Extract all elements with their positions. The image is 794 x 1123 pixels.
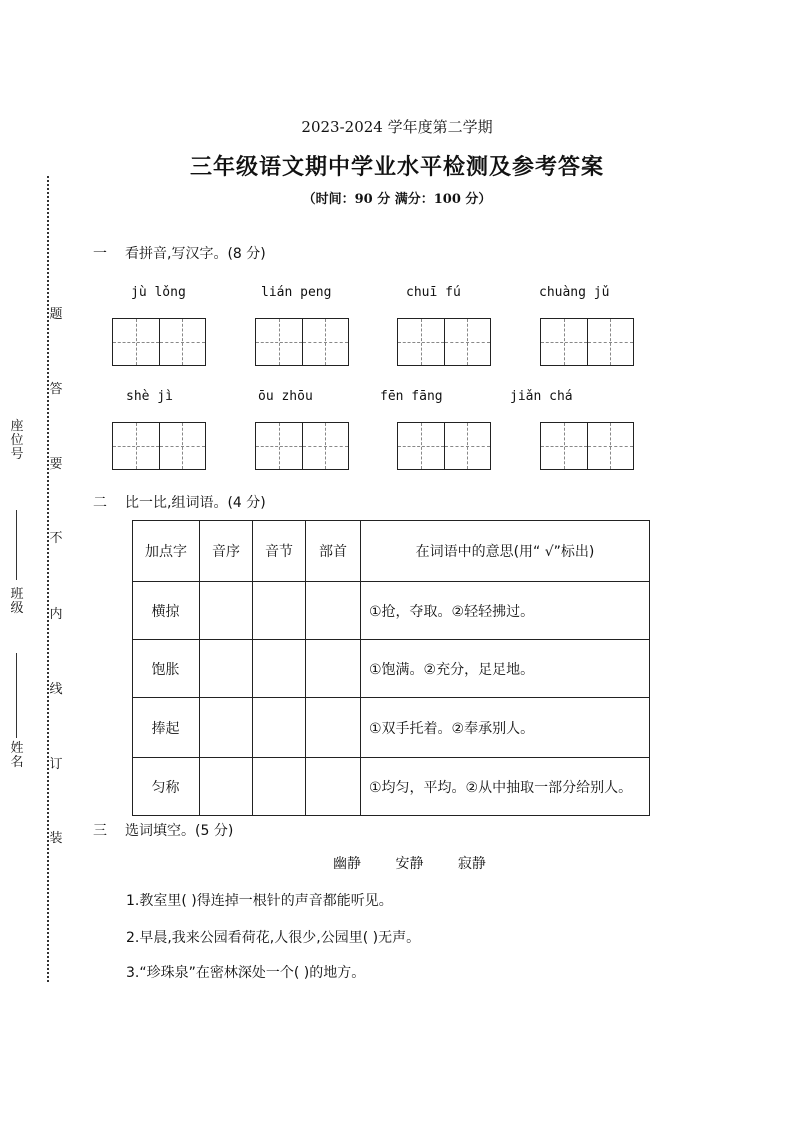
choice-anjing: 安静: [395, 856, 424, 872]
choice-jijing: 寂静: [457, 856, 486, 872]
initial-cell[interactable]: [200, 698, 253, 758]
table-header-row: [133, 521, 650, 582]
seat-underline: [16, 510, 17, 580]
pinyin-1: jù lǒng: [131, 285, 186, 300]
radical-cell[interactable]: [306, 698, 361, 758]
section1-title: 看拼音,写汉字。(8 分): [125, 246, 266, 262]
row-word: 横掠: [133, 582, 200, 640]
section3-number: 三: [93, 823, 107, 839]
binding-word-nei: 内: [49, 607, 63, 622]
binding-dotted-line: [47, 176, 49, 982]
row-word: 捧起: [133, 698, 200, 758]
pinyin-6: ōu zhōu: [258, 389, 313, 404]
row-meaning: ①均匀，平均。②从中抽取一部分给别人。: [361, 758, 650, 816]
class-underline: [16, 653, 17, 738]
writing-grid-3[interactable]: [397, 318, 491, 366]
exam-time-info: （时间：90 分 满分：100 分）: [302, 192, 492, 207]
name-label: 姓名: [10, 741, 24, 770]
header-initial: 音序: [200, 521, 253, 582]
section3-title: 选词填空。(5 分): [125, 823, 234, 839]
writing-grid-6[interactable]: [255, 422, 349, 470]
table-row: [133, 582, 650, 640]
pinyin-4: chuàng jǔ: [539, 285, 610, 300]
header-syllable: 音节: [253, 521, 306, 582]
exam-title: 三年级语文期中学业水平检测及参考答案: [189, 154, 604, 180]
exam-subtitle: 2023-2024 学年度第二学期: [301, 118, 493, 136]
radical-cell[interactable]: [306, 582, 361, 640]
fill-question-2: 2.早晨,我来公园看荷花,人很少,公园里( )无声。: [126, 930, 421, 946]
row-meaning: ①双手托着。②奉承别人。: [361, 698, 650, 758]
initial-cell[interactable]: [200, 640, 253, 698]
binding-word-xian: 线: [49, 682, 63, 697]
section1-heading: [93, 243, 266, 263]
binding-word-yao: 要: [49, 457, 63, 472]
row-meaning: ①抢，夺取。②轻轻拂过。: [361, 582, 650, 640]
pinyin-8: jiǎn chá: [510, 389, 573, 404]
syllable-cell[interactable]: [253, 758, 306, 816]
binding-word-zhuang: 装: [49, 831, 63, 846]
fill-question-1: 1.教室里( )得连掉一根针的声音都能听见。: [126, 893, 393, 909]
header-radical: 部首: [306, 521, 361, 582]
initial-cell[interactable]: [200, 758, 253, 816]
writing-grid-7[interactable]: [397, 422, 491, 470]
writing-grid-4[interactable]: [540, 318, 634, 366]
pinyin-5: shè jì: [126, 389, 173, 404]
binding-word-ding: 订: [49, 757, 63, 772]
seat-number-label: 座位号: [10, 419, 24, 462]
writing-grid-1[interactable]: [112, 318, 206, 366]
radical-cell[interactable]: [306, 640, 361, 698]
row-meaning: ①饱满。②充分，足足地。: [361, 640, 650, 698]
pinyin-7: fēn fāng: [380, 389, 443, 404]
row-word: 饱胀: [133, 640, 200, 698]
header-meaning: 在词语中的意思(用“ √”标出): [361, 521, 650, 582]
syllable-cell[interactable]: [253, 698, 306, 758]
table-row: [133, 640, 650, 698]
compare-table: [132, 520, 650, 816]
class-label: 班级: [10, 587, 24, 616]
row-word: 匀称: [133, 758, 200, 816]
section3-heading: [93, 820, 233, 840]
radical-cell[interactable]: [306, 758, 361, 816]
section2-number: 二: [93, 495, 107, 511]
syllable-cell[interactable]: [253, 640, 306, 698]
fill-question-3: 3.“珍珠泉”在密林深处一个( )的地方。: [126, 965, 366, 981]
table-row: [133, 698, 650, 758]
binding-word-ti: 题: [49, 307, 63, 322]
writing-grid-2[interactable]: [255, 318, 349, 366]
initial-cell[interactable]: [200, 582, 253, 640]
table-row: [133, 758, 650, 816]
section2-title: 比一比,组词语。(4 分): [125, 495, 266, 511]
pinyin-2: lián peng: [261, 285, 332, 300]
pinyin-3: chuī fú: [406, 285, 461, 300]
word-choices: [333, 853, 516, 873]
section2-heading: [93, 492, 266, 512]
binding-word-da: 答: [49, 382, 63, 397]
section1-number: 一: [93, 246, 107, 262]
header-dotted-char: 加点字: [133, 521, 200, 582]
writing-grid-8[interactable]: [540, 422, 634, 470]
choice-youjing: 幽静: [333, 856, 361, 872]
syllable-cell[interactable]: [253, 582, 306, 640]
writing-grid-5[interactable]: [112, 422, 206, 470]
binding-word-bu: 不: [49, 531, 63, 546]
